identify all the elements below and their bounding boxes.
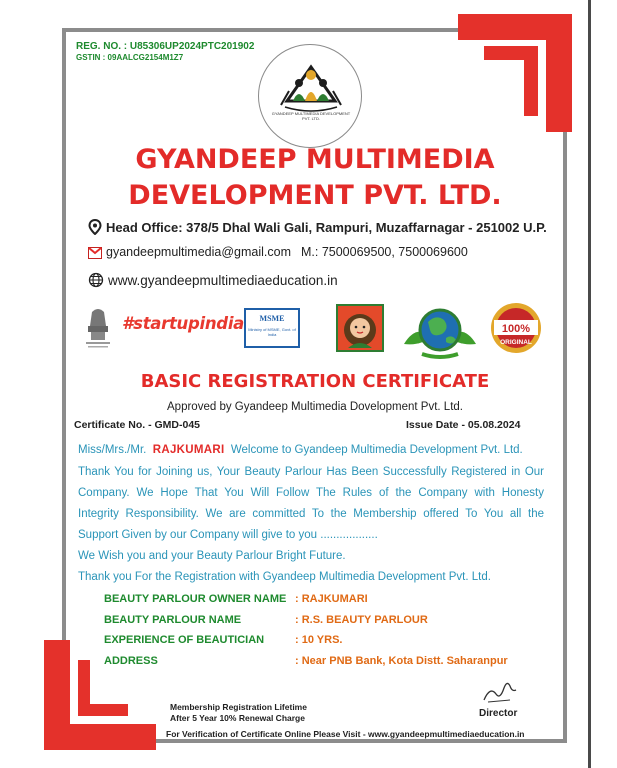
certificate-line: Support Given by our Company will give to you .................. — [78, 529, 378, 541]
salutation: Miss/Mrs./Mr. — [78, 444, 147, 456]
startup-india-logo: #startupindia — [122, 314, 245, 333]
detail-label: BEAUTY PARLOUR OWNER NAME — [104, 593, 287, 605]
national-emblem-icon — [82, 306, 114, 350]
gmail-icon — [88, 247, 102, 262]
company-logo — [258, 44, 362, 148]
head-office — [88, 219, 547, 238]
company-name — [70, 142, 560, 214]
detail-value: : Near PNB Bank, Kota Distt. Saharanpur — [295, 655, 508, 667]
membership-line2: After 5 Year 10% Renewal Charge — [170, 713, 305, 723]
globe-icon — [88, 272, 104, 291]
corner-ornament — [78, 660, 90, 716]
certificate-line: Thank You for Joining us, Your Beauty Parlour Has Been Successfully Registered in Our — [78, 466, 544, 478]
membership-note — [170, 702, 307, 724]
corner-ornament — [524, 46, 538, 116]
certificate-line — [78, 443, 544, 457]
detail-label: BEAUTY PARLOUR NAME — [104, 614, 242, 626]
msme-subtitle: Ministry of MSME, Govt. of India — [248, 327, 296, 337]
website-row — [88, 272, 338, 291]
affiliation-logos — [82, 300, 552, 362]
head-office-text: Head Office: 378/5 Dhal Wali Gali, Rampuri, Muzaffarnagar - 251002 U.P. — [106, 220, 547, 235]
director-label: Director — [479, 708, 518, 719]
certificate-line: We Wish you and your Beauty Parlour Bright Future. — [78, 550, 346, 562]
logo-caption: GYANDEEP MULTIMEDIA DEVELOPMENT PVT. LTD. — [271, 111, 351, 121]
detail-value: : 10 YRS. — [295, 634, 343, 646]
original-seal-text: ORIGINAL — [500, 339, 532, 346]
recipient-name: RAJKUMARI — [152, 444, 225, 456]
approved-by: Approved by Gyandeep Multimedia Dovelopment Pvt. Ltd. — [167, 401, 463, 413]
msme-title: MSME — [259, 314, 285, 323]
company-name-line2: DEVELOPMENT PVT. LTD. — [128, 180, 502, 211]
detail-value: : RAJKUMARI — [295, 593, 368, 605]
registration-block — [76, 41, 254, 62]
mobile-text: M.: 7500069500, 7500069600 — [301, 245, 468, 259]
location-pin-icon — [88, 219, 102, 238]
certificate-title: BASIC REGISTRATION CERTIFICATE — [140, 371, 490, 392]
detail-label: ADDRESS — [104, 655, 158, 667]
corner-ornament — [546, 14, 572, 132]
email-text: gyandeepmultimedia@gmail.com — [106, 245, 291, 259]
original-seal-icon — [490, 302, 542, 354]
certificate-number: Certificate No. - GMD-045 — [74, 419, 201, 431]
company-name-line1: GYANDEEP MULTIMEDIA — [135, 144, 495, 175]
contact-row — [88, 245, 468, 262]
go-green-badge-icon — [402, 300, 478, 360]
certificate-line: Integrity Responsibility. We are committed To the Membership offered To You all the — [78, 508, 544, 520]
msme-logo — [244, 308, 300, 348]
detail-value: : R.S. BEAUTY PARLOUR — [295, 614, 428, 626]
membership-line1: Membership Registration Lifetime — [170, 702, 307, 712]
issue-date: Issue Date - 05.08.2024 — [406, 419, 521, 431]
corner-ornament — [44, 640, 70, 750]
welcome-text: Welcome to Gyandeep Multimedia Development Pvt. Ltd. — [230, 444, 523, 456]
beauty-parlour-icon — [336, 304, 384, 352]
original-seal-percent: 100% — [501, 323, 531, 335]
certificate-line: Company. We Hope That You Will Follow The Rules of the Company with Honesty — [78, 487, 544, 499]
certificate-line: Thank you For the Registration with Gyandeep Multimedia Development Pvt. Ltd. — [78, 571, 491, 583]
detail-label: EXPERIENCE OF BEAUTICIAN — [104, 634, 265, 646]
page-edge — [588, 0, 591, 768]
verification-note: For Verification of Certificate Online Please Visit - www.gyandeepmultimediaeducation.in — [166, 729, 525, 739]
reg-number: REG. NO. : U85306UP2024PTC201902 — [76, 41, 255, 52]
gstin: GSTIN : 09AALCG2154M1Z7 — [76, 53, 184, 62]
logo-people-icon — [259, 45, 363, 149]
website-text: www.gyandeepmultimediaeducation.in — [108, 273, 338, 288]
director-signature — [480, 676, 520, 711]
